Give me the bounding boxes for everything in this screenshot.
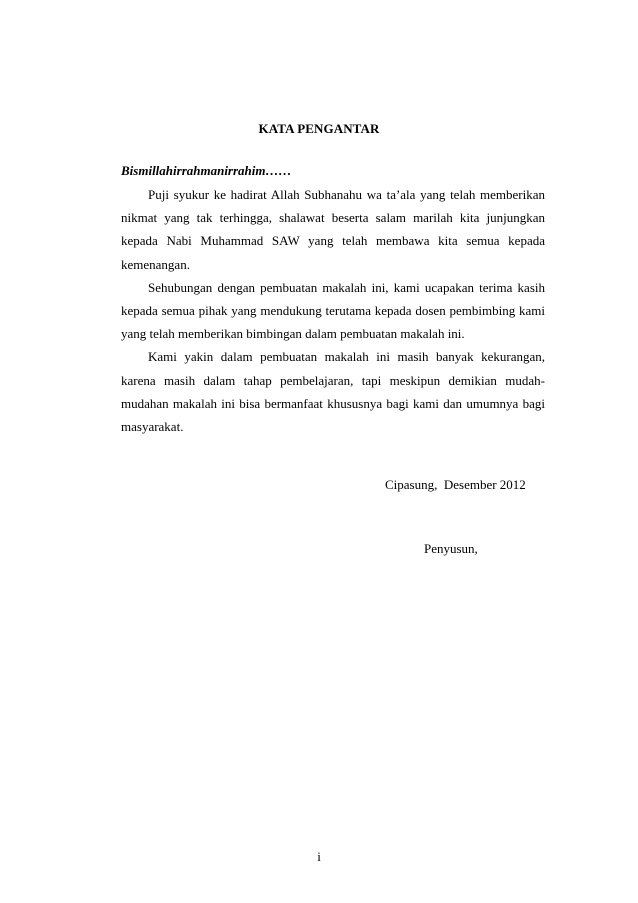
page-title: KATA PENGANTAR bbox=[258, 121, 380, 136]
page-number: i bbox=[317, 849, 321, 864]
foreword-body bbox=[121, 183, 545, 438]
paragraph-closing: Kami yakin dalam pembuatan makalah ini masih banyak kekurangan, karena masih dalam tahap pembelajaran, tapi meskipun demikian mudah-mudahan makalah ini bisa bermanfaat khususnya bagi kami dan umumnya bagi masyarakat. bbox=[121, 349, 545, 435]
paragraph-thanks: Sehubungan dengan pembuatan makalah ini, kami ucapakan terima kasih kepada semua pihak yang mendukung terutama kepada dosen pembimbing kami yang telah memberikan bimbingan dalam pembuatan makalah ini. bbox=[121, 279, 545, 342]
paragraph-gratitude: Puji syukur ke hadirat Allah Subhanahu wa ta’ala yang telah memberikan nikmat yang tak terhingga, shalawat beserta salam marilah kita junjungkan kepada Nabi Muhammad SAW yang telah membawa kita semua kepada kemenangan. bbox=[121, 187, 545, 272]
signature-role: Penyusun, bbox=[424, 541, 478, 556]
signature-place-date: Cipasung, Desember 2012 bbox=[385, 477, 526, 492]
opening-basmalah: Bismillahirrahmanirrahim…… bbox=[121, 163, 292, 178]
